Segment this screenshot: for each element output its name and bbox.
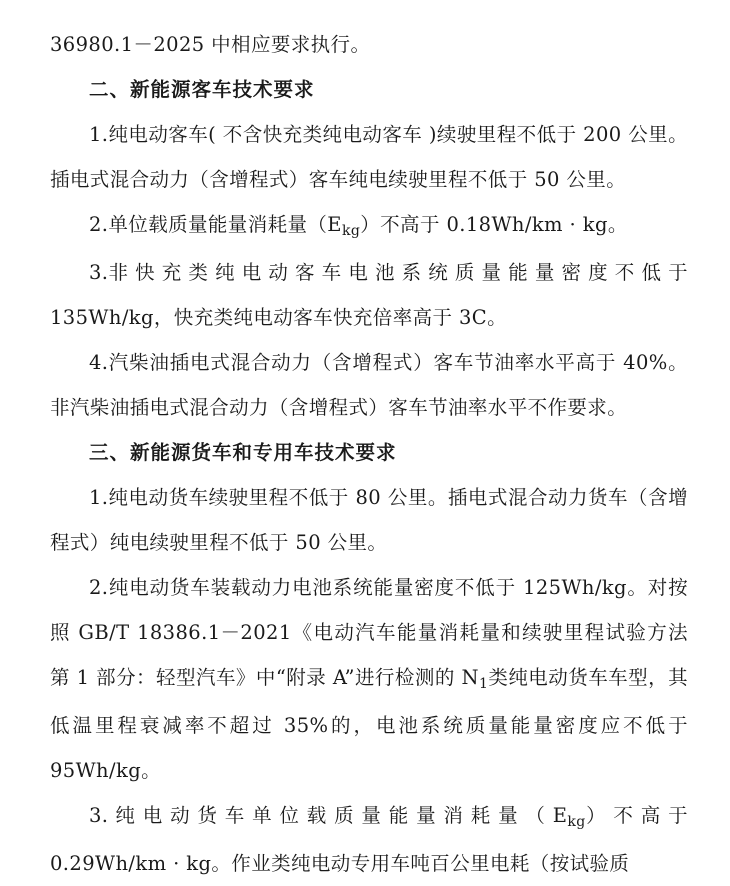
heading-section-three: 三、新能源货车和专用车技术要求 — [89, 441, 397, 464]
paragraph-2-3: 3.非 快 充 类 纯 电 动 客 车 电 池 系 统 质 量 能 量 密 度 不 低 于 135Wh/kg，快充类纯电动客车快充倍率高于 3C。 — [50, 261, 688, 329]
paragraph-3-3-suffix: ） 不 高 于 0.29Wh/km · kg。作业类纯电动专用车吨百公里电耗（按试验质 — [50, 804, 688, 875]
paragraph-3-3-subscript: kg — [567, 813, 586, 830]
paragraph-3-2-subscript: 1 — [478, 675, 489, 692]
paragraph-2-4: 4.汽柴油插电式混合动力（含增程式）客车节油率水平高于 40%。非汽柴油插电式混合动力（含增程式）客车节油率水平不作要求。 — [50, 351, 688, 419]
paragraph-2-1: 1.纯电动客车( 不含快充类纯电动客车 )续驶里程不低于 200 公里。插电式混合动力（含增程式）客车纯电续驶里程不低于 50 公里。 — [50, 123, 688, 191]
paragraph-3-3-prefix: 3. 纯 电 动 货 车 单 位 载 质 量 能 量 消 耗 量 （ E — [89, 804, 568, 827]
paragraph-continuation: 36980.1－2025 中相应要求执行。 — [50, 33, 371, 56]
paragraph-2-2-subscript: kg — [341, 222, 361, 239]
heading-section-two: 二、新能源客车技术要求 — [89, 78, 315, 101]
paragraph-3-2-prefix: 2.纯电动货车装载动力电池系统能量密度不低于 125Wh/kg。对按照 GB/T 18386.1－2021《电动汽车能量消耗量和续驶里程试验方法 第 1 部分：轻型汽车》中“附录 A”进行检测的 N — [50, 576, 688, 689]
paragraph-2-2-prefix: 2.单位载质量能量消耗量（E — [89, 213, 342, 236]
paragraph-3-3 — [50, 793, 688, 886]
paragraph-2-2 — [50, 202, 688, 250]
paragraph-3-2-suffix: 类纯电动货车车型，其低温里程衰减率不超过 35%的，电池系统质量能量密度应不低于 95Wh/kg。 — [50, 666, 688, 782]
paragraph-3-1: 1.纯电动货车续驶里程不低于 80 公里。插电式混合动力货车（含增程式）纯电续驶里程不低于 50 公里。 — [50, 486, 688, 554]
paragraph-2-2-suffix: ）不高于 0.18Wh/km · kg。 — [360, 213, 628, 236]
paragraph-3-2 — [50, 565, 688, 793]
